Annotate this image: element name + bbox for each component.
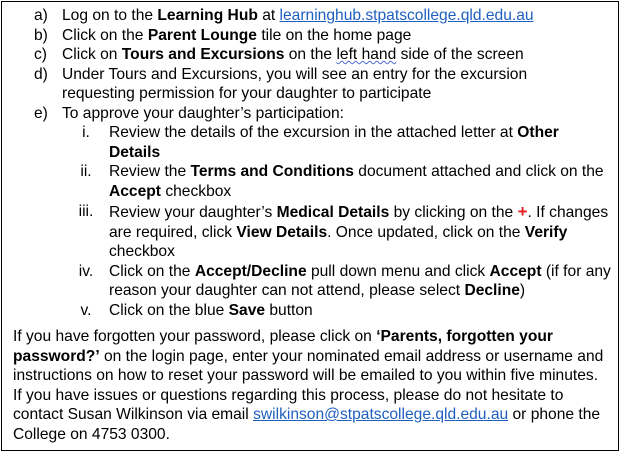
substep-i: i. Review the details of the excursion in the attached letter at Other Details bbox=[13, 123, 613, 162]
tours-excursions-label: Tours and Excursions bbox=[121, 46, 285, 63]
paragraph-gap bbox=[13, 320, 613, 327]
step-d: d) Under Tours and Excursions, you will see an entry for the excursion bbox=[34, 65, 528, 83]
medical-details-label: Medical Details bbox=[276, 204, 390, 221]
substep-marker: ii. bbox=[80, 163, 92, 180]
step-e: e) To approve your daughter’s participation: bbox=[34, 104, 345, 122]
accept-option-label: Accept bbox=[489, 262, 542, 280]
password-help-paragraph: If you have forgotten your password, please click on ‘Parents, forgotten your password?’ on the login page, enter your nominated email address or username and instructions on how to reset your password will be emailed to you within five minutes. If you have issues or questions regarding this process, please do not hesitate to contact Susan Wilkinson via email swilkinson@stpatscollege.qld.edu.au or phone the College on 4753 0300. bbox=[13, 328, 604, 443]
step-b: b) Click on the Parent Lounge tile on the home page bbox=[34, 26, 412, 44]
spellcheck-underlined-text: left hand bbox=[336, 46, 397, 63]
learning-hub-label: Learning Hub bbox=[157, 7, 258, 24]
substep-iv: iv. Click on the Accept/Decline pull down menu and click Accept (if for any reason your daughter can not attend, please select Decline) bbox=[13, 262, 613, 301]
step-a: a) Log on to the Learning Hub at learninghub.stpatscollege.qld.edu.au bbox=[34, 7, 534, 24]
terms-conditions-label: Terms and Conditions bbox=[190, 163, 354, 180]
substep-marker: iii. bbox=[78, 203, 94, 220]
substep-marker: i. bbox=[82, 124, 90, 141]
forgotten-password-label: ‘Parents, forgotten your password?’ bbox=[13, 328, 553, 365]
parent-lounge-label: Parent Lounge bbox=[147, 26, 257, 44]
contact-email-link[interactable]: swilkinson@stpatscollege.qld.edu.au bbox=[253, 406, 509, 423]
learning-hub-link[interactable]: learninghub.stpatscollege.qld.edu.au bbox=[279, 7, 534, 24]
instructions-content bbox=[13, 6, 613, 444]
save-button-label: Save bbox=[228, 301, 266, 319]
red-cross-icon: + bbox=[517, 202, 528, 221]
other-details-label: Other Details bbox=[109, 124, 559, 161]
step-marker: b) bbox=[34, 26, 48, 44]
substep-marker: iv. bbox=[78, 262, 94, 280]
step-marker: c) bbox=[34, 46, 47, 63]
step-marker: e) bbox=[34, 104, 48, 122]
decline-option-label: Decline bbox=[464, 282, 520, 299]
substep-iii: iii. Review your daughter’s Medical Details by clicking on the +. If changes are required, click View Details. Once updated, click on the Verify checkbox bbox=[13, 202, 613, 262]
view-details-label: View Details bbox=[236, 223, 328, 241]
step-marker: a) bbox=[34, 7, 48, 24]
substep-ii: ii. Review the Terms and Conditions document attached and click on the Accept checkbox bbox=[13, 162, 613, 201]
step-marker: d) bbox=[34, 65, 48, 83]
step-c: c) Click on Tours and Excursions on the left hand side of the screen bbox=[34, 46, 524, 63]
verify-checkbox-label: Verify bbox=[524, 223, 568, 241]
substep-v: v. Click on the blue Save button bbox=[13, 301, 613, 321]
step-d-continued: requesting permission for your daughter to participate bbox=[62, 85, 432, 102]
substep-marker: v. bbox=[80, 301, 92, 319]
accept-checkbox-label: Accept bbox=[109, 182, 161, 200]
accept-decline-label: Accept/Decline bbox=[194, 262, 307, 280]
